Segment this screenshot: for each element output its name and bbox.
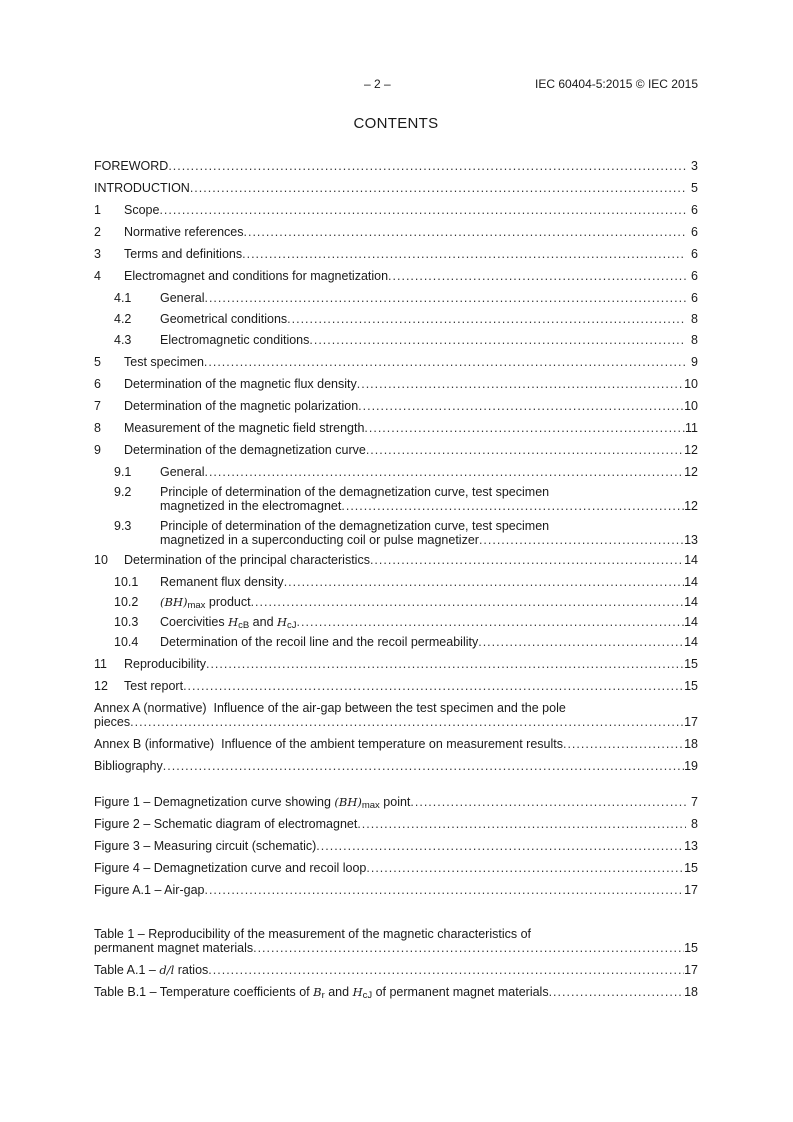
title-mid: and [249,615,278,629]
toc-entry-number: 5 [94,355,101,369]
figure-entry[interactable] [94,817,698,831]
leader-dots [190,181,686,195]
toc-entry-page: 14 [684,635,698,649]
toc-entry-number: 9.2 [114,485,132,499]
leader-dots [478,635,684,649]
table-title-mid: and [324,985,353,999]
leader-dots [357,377,684,391]
toc-entry-title-line1: Principle of determination of the demagnetization curve, test specimen [160,519,550,533]
toc-entry-title: Determination of the recoil line and the recoil permeability [160,635,479,649]
toc-entry-number: 10.1 [114,575,139,589]
math-subscript: max [361,800,380,809]
toc-entry[interactable] [94,465,698,479]
toc-entry-title: Determination of the magnetic flux density [124,377,357,391]
math-bh: (BH) [160,595,188,609]
table-title-line2: permanent magnet materials [94,941,254,955]
toc-entry-number: 9.1 [114,465,132,479]
leader-dots [206,657,684,671]
leader-dots [244,225,687,239]
toc-entry-page: 6 [691,247,698,261]
leader-dots [358,399,684,413]
toc-entry-page: 8 [691,333,698,347]
table-entry[interactable] [94,927,698,955]
leader-dots [297,615,685,629]
math-subscript: cJ [362,990,373,999]
leader-dots [366,861,684,875]
bibliography-page: 19 [684,759,698,773]
title-suffix: product [205,595,251,609]
toc-entry-page: 14 [684,575,698,589]
leader-dots [366,443,684,457]
leader-dots [410,795,686,809]
toc-entry[interactable] [94,399,698,413]
figure-title: Figure A.1 – Air-gap [94,883,205,897]
toc-entry-page: 5 [691,181,698,195]
toc-entry-page: 6 [691,225,698,239]
page-header [94,77,698,93]
toc-entry-page: 10 [684,399,698,413]
toc-entry[interactable] [94,679,698,693]
math-bh: (BH) [334,795,362,809]
toc-entry-title: FOREWORD [94,159,169,173]
annex-title-line2: pieces [94,715,131,729]
toc-entry-page: 14 [684,553,698,567]
toc-entry[interactable] [94,203,698,217]
toc-entry-number: 8 [94,421,101,435]
table-title-suffix: ratios [174,963,209,977]
toc-annex[interactable] [94,701,698,729]
figure-entry[interactable] [94,795,698,809]
toc-entry-page: 8 [691,312,698,326]
toc-entry-page: 13 [684,533,698,547]
toc-entry-page: 12 [684,465,698,479]
toc-entry-page: 10 [684,377,698,391]
figure-page: 13 [684,839,698,853]
toc-entry-number: 3 [94,247,101,261]
figure-entry[interactable] [94,883,698,897]
leader-dots [563,737,684,751]
table-page: 17 [684,963,698,977]
toc-bibliography[interactable] [94,759,698,773]
list-of-tables [94,927,698,999]
toc-entry[interactable] [94,333,698,347]
toc-entry-title-line2: magnetized in the electromagnet [160,499,342,513]
document-reference: IEC 60404-5:2015 © IEC 2015 [535,77,698,91]
leader-dots [204,291,686,305]
toc-entry-page: 15 [684,679,698,693]
table-title [94,985,549,999]
table-title [94,963,208,977]
toc-entry-title: Terms and definitions [124,247,243,261]
bibliography-title: Bibliography [94,759,163,773]
toc-annex[interactable] [94,737,698,751]
toc-entry-number: 7 [94,399,101,413]
toc-entry-page: 11 [685,421,698,435]
math-b: B [313,985,322,999]
toc-entry-title: Measurement of the magnetic field strength [124,421,365,435]
toc-entry-page: 12 [684,443,698,457]
page-title: CONTENTS [353,115,439,132]
page-number: – 2 – [364,77,391,91]
toc-entry-title: Determination of the principal characteristics [124,553,370,567]
toc-entry[interactable] [94,247,698,261]
toc-entry-number: 10 [94,553,108,567]
toc-entry-title [160,615,297,629]
toc-sections [94,159,698,773]
toc-entry[interactable] [94,443,698,457]
figure-title: Figure 3 – Measuring circuit (schematic) [94,839,317,853]
toc-entry-number: 12 [94,679,108,693]
toc-entry-title: General [160,465,205,479]
toc-entry[interactable] [94,269,698,283]
table-title-suffix: of permanent magnet materials [372,985,549,999]
toc-entry-number: 6 [94,377,101,391]
figure-title: Figure 2 – Schematic diagram of electromagnet [94,817,358,831]
table-title-prefix: Table A.1 – [94,963,160,977]
figure-page: 17 [684,883,698,897]
leader-dots [309,333,686,347]
toc-entry-number: 9.3 [114,519,132,533]
toc-entry-title-line1: Principle of determination of the demagnetization curve, test specimen [160,485,550,499]
toc-entry[interactable] [94,225,698,239]
leader-dots [549,985,685,999]
leader-dots [204,355,686,369]
toc-entry-page: 9 [691,355,698,369]
toc-entry-title: Test report [124,679,184,693]
annex-page: 18 [684,737,698,751]
math-subscript: cB [238,620,250,629]
leader-dots [183,679,684,693]
toc-entry-number: 9 [94,443,101,457]
toc-entry-number: 2 [94,225,101,239]
toc-entry[interactable] [94,291,698,305]
toc-entry-title: Test specimen [124,355,204,369]
toc-entry-number: 4 [94,269,101,283]
toc-entry[interactable] [94,421,698,435]
leader-dots [251,595,685,609]
leader-dots [357,817,686,831]
toc-entry-title [160,595,251,609]
leader-dots [204,465,684,479]
leader-dots [364,421,685,435]
toc-entry-number: 1 [94,203,101,217]
math-subscript: max [187,600,206,609]
figure-page: 15 [684,861,698,875]
annex-title: Annex B (informative) Influence of the ambient temperature on measurement results [94,737,563,751]
annex-page: 17 [684,715,698,729]
toc-entry-number: 4.1 [114,291,132,305]
toc-entry-page: 14 [684,615,698,629]
toc-entry-page: 3 [691,159,698,173]
figure-title-prefix: Figure 1 – Demagnetization curve showing [94,795,335,809]
figure-page: 8 [691,817,698,831]
leader-dots [242,247,686,261]
leader-dots [479,533,684,547]
toc-entry[interactable] [94,553,698,567]
leader-dots [341,499,684,513]
leader-dots [204,883,684,897]
toc-entry[interactable] [94,355,698,369]
toc-entry[interactable] [94,635,698,649]
toc-entry[interactable] [94,485,698,513]
leader-dots [130,715,684,729]
toc-entry-page: 6 [691,291,698,305]
toc-entry[interactable] [94,159,698,173]
leader-dots [287,312,686,326]
table-page: 18 [684,985,698,999]
toc-entry-page: 6 [691,203,698,217]
toc-entry-number: 4.2 [114,312,132,326]
toc-entry-number: 10.3 [114,615,139,629]
toc-entry-page: 12 [684,499,698,513]
figure-title: Figure 4 – Demagnetization curve and recoil loop [94,861,367,875]
list-of-figures [94,795,698,897]
toc-entry-title: Scope [124,203,160,217]
table-entry[interactable] [94,963,698,977]
toc-entry-title: Remanent flux density [160,575,284,589]
math-dl: d/l [159,963,175,977]
toc-entry-page: 15 [684,657,698,671]
figure-entry[interactable] [94,861,698,875]
figure-title [94,795,410,809]
math-h: H [352,985,363,999]
toc-entry-page: 6 [691,269,698,283]
toc-entry[interactable] [94,615,698,629]
toc-entry[interactable] [94,181,698,195]
toc-entry-title: INTRODUCTION [94,181,190,195]
table-entry[interactable] [94,985,698,999]
leader-dots [159,203,686,217]
math-h: H [277,615,288,629]
leader-dots [388,269,686,283]
leader-dots [316,839,684,853]
toc-entry-title: Electromagnet and conditions for magnetization [124,269,389,283]
toc-entry-number: 10.2 [114,595,139,609]
table-page: 15 [684,941,698,955]
toc-entry-title: Reproducibility [124,657,206,671]
toc-entry-number: 11 [94,657,107,671]
toc-entry[interactable] [94,575,698,589]
table-title-prefix: Table B.1 – Temperature coefficients of [94,985,314,999]
toc-entry[interactable] [94,595,698,609]
leader-dots [163,759,684,773]
toc-entry-number: 10.4 [114,635,139,649]
toc-entry-page: 14 [684,595,698,609]
figure-entry[interactable] [94,839,698,853]
toc-entry[interactable] [94,312,698,326]
toc-entry-title-line2: magnetized in a superconducting coil or pulse magnetizer [160,533,479,547]
toc-entry-title: Determination of the magnetic polarization [124,399,359,413]
toc-entry-title: Geometrical conditions [160,312,288,326]
toc-entry[interactable] [94,377,698,391]
figure-page: 7 [691,795,698,809]
toc-entry-title: Determination of the demagnetization curve [124,443,366,457]
leader-dots [284,575,684,589]
toc-entry[interactable] [94,519,698,547]
math-subscript: r [321,990,325,999]
table-title-line1: Table 1 – Reproducibility of the measurement of the magnetic characteristics of [94,927,532,941]
toc-entry[interactable] [94,657,698,671]
figure-title-suffix: point [379,795,411,809]
toc-entry-title: General [160,291,205,305]
leader-dots [253,941,684,955]
toc-entry-title: Electromagnetic conditions [160,333,310,347]
toc-entry-number: 4.3 [114,333,132,347]
math-subscript: cJ [287,620,297,629]
annex-title-line1: Annex A (normative) Influence of the air-gap between the test specimen and the pole [94,701,566,715]
title-prefix: Coercivities [160,615,229,629]
leader-dots [208,963,684,977]
leader-dots [370,553,684,567]
leader-dots [168,159,686,173]
toc-entry-title: Normative references [124,225,244,239]
math-h: H [228,615,239,629]
